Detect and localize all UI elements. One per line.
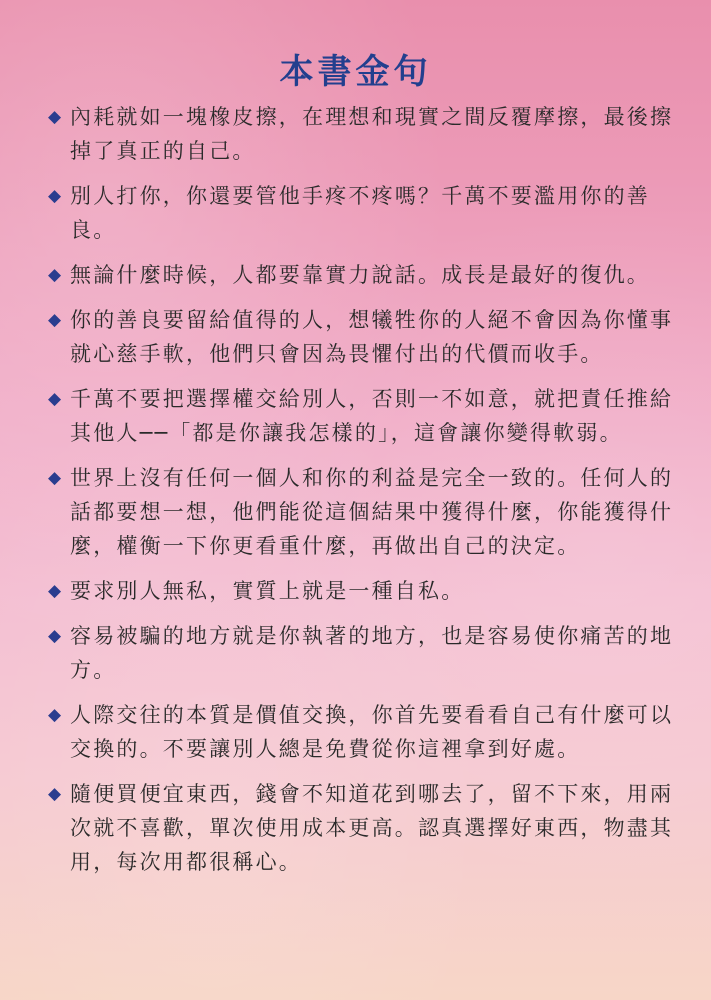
diamond-bullet-icon: ◆ <box>48 626 64 646</box>
quote-item <box>48 574 678 608</box>
diamond-bullet-icon: ◆ <box>48 186 64 206</box>
quote-text: 內耗就如一塊橡皮擦，在理想和現實之間反覆摩擦，最後擦掉了真正的自己。 <box>70 105 674 163</box>
diamond-bullet-icon: ◆ <box>48 705 64 725</box>
quote-text: 別人打你，你還要管他手疼不疼嗎？千萬不要濫用你的善良。 <box>70 184 650 242</box>
quote-item <box>48 303 678 371</box>
quote-text: 容易被騙的地方就是你執著的地方，也是容易使你痛苦的地方。 <box>70 624 674 682</box>
quote-item <box>48 461 678 563</box>
diamond-bullet-icon: ◆ <box>48 265 64 285</box>
quote-item <box>48 382 678 450</box>
diamond-bullet-icon: ◆ <box>48 389 64 409</box>
diamond-bullet-icon: ◆ <box>48 468 64 488</box>
quote-item <box>48 619 678 687</box>
quote-item <box>48 100 678 168</box>
quote-text: 要求別人無私，實質上就是一種自私。 <box>70 579 465 603</box>
page-title: 本書金句 <box>279 52 432 92</box>
quote-item <box>48 698 678 766</box>
diamond-bullet-icon: ◆ <box>48 784 64 804</box>
quote-text: 千萬不要把選擇權交給別人，否則一不如意，就把責任推給其他人──「都是你讓我怎樣的」，這會讓你變得軟弱。 <box>70 387 674 445</box>
diamond-bullet-icon: ◆ <box>48 107 64 127</box>
quote-text: 隨便買便宜東西，錢會不知道花到哪去了，留不下來，用兩次就不喜歡，單次使用成本更高。認真選擇好東西，物盡其用，每次用都很稱心。 <box>70 782 674 874</box>
quote-text: 你的善良要留給值得的人，想犧牲你的人絕不會因為你懂事就心慈手軟，他們只會因為畏懼付出的代價而收手。 <box>70 308 674 366</box>
quote-item <box>48 179 678 247</box>
quote-text: 世界上沒有任何一個人和你的利益是完全一致的。任何人的話都要想一想，他們能從這個結果中獲得什麼，你能獲得什麼，權衡一下你更看重什麼，再做出自己的決定。 <box>70 466 674 558</box>
quote-item <box>48 777 678 879</box>
diamond-bullet-icon: ◆ <box>48 310 64 330</box>
quote-item <box>48 258 678 292</box>
quote-text: 無論什麼時候，人都要靠實力說話。成長是最好的復仇。 <box>70 263 650 287</box>
diamond-bullet-icon: ◆ <box>48 581 64 601</box>
quote-list <box>48 100 678 890</box>
quote-text: 人際交往的本質是價值交換，你首先要看看自己有什麼可以交換的。不要讓別人總是免費從你這裡拿到好處。 <box>70 703 674 761</box>
